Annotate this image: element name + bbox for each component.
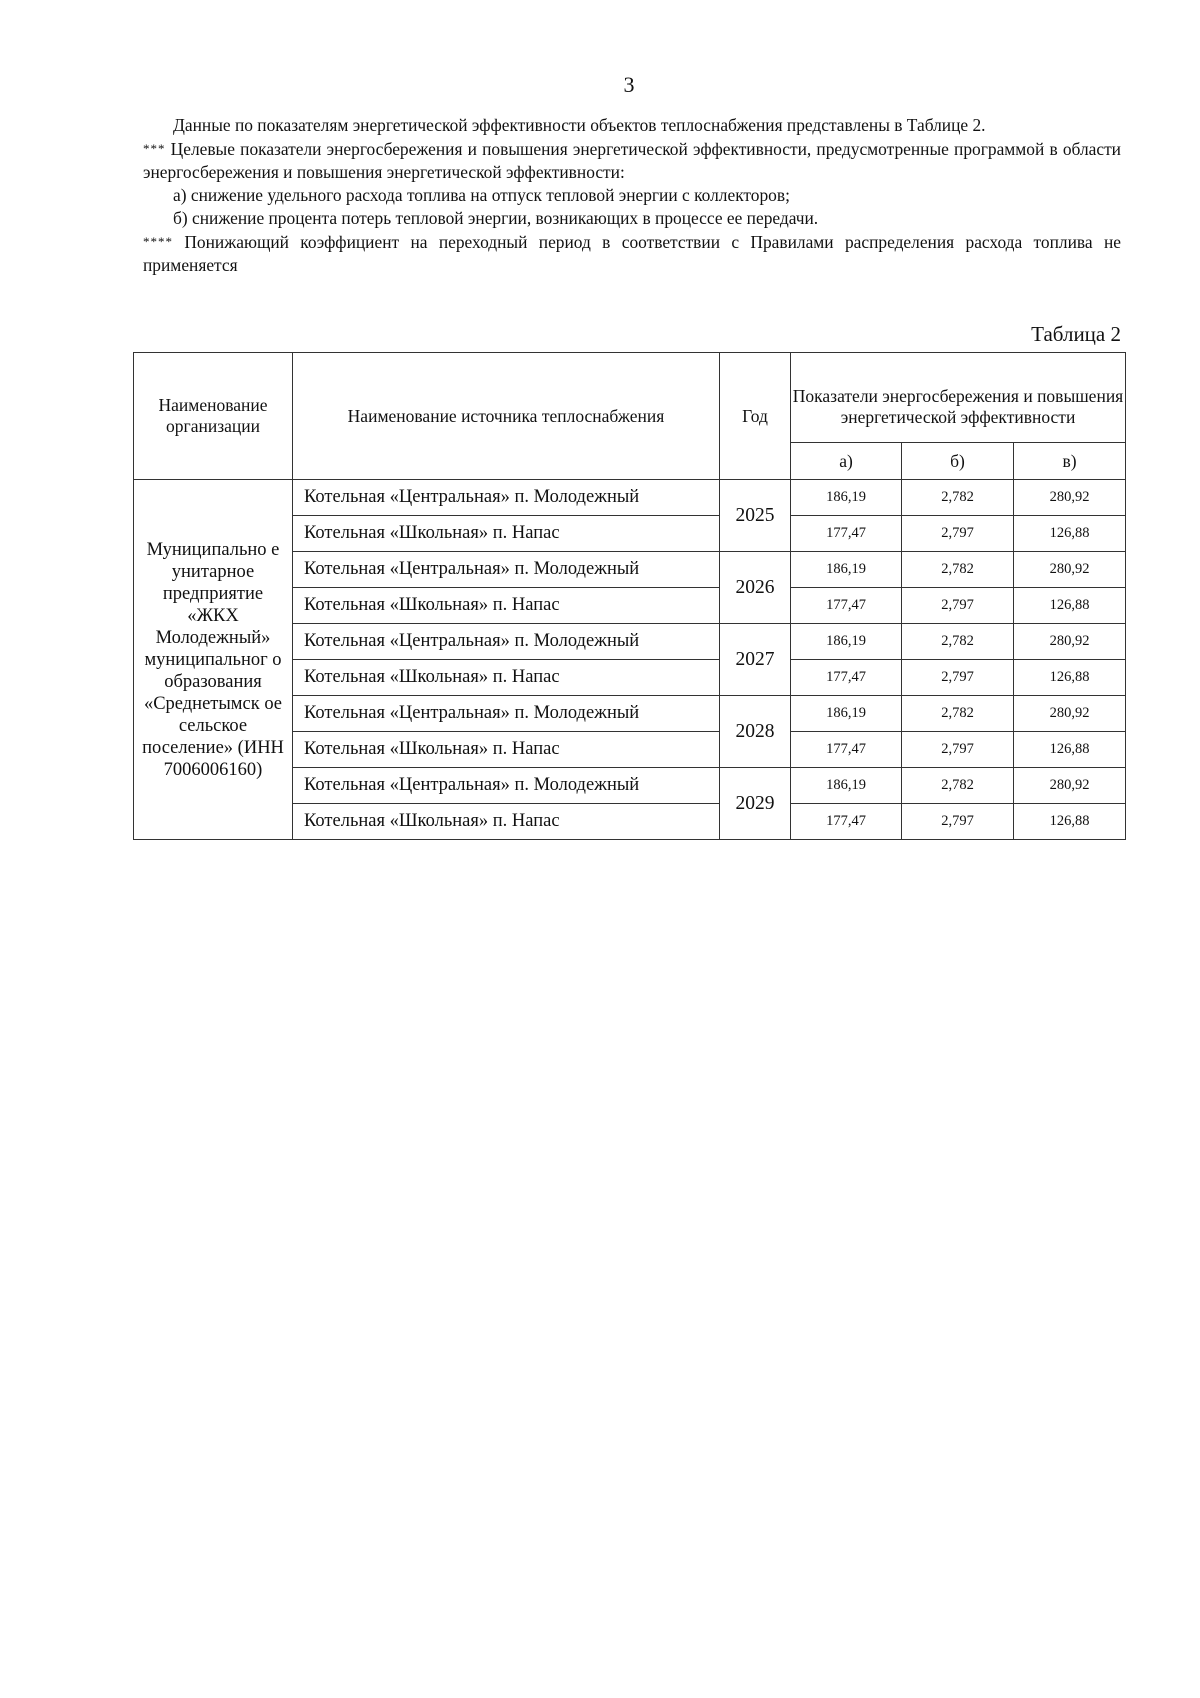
note-item-b: б) снижение процента потерь тепловой энергии, возникающих в процессе ее передачи.	[173, 208, 819, 228]
note-target-indicators	[143, 137, 1121, 184]
value-c: 280,92	[1014, 768, 1126, 804]
page-number: 3	[623, 72, 635, 97]
source-name: Котельная «Центральная» п. Молодежный	[293, 480, 720, 516]
header-org: Наименование организации	[134, 353, 293, 480]
value-b: 2,782	[902, 696, 1014, 732]
value-c: 126,88	[1014, 804, 1126, 840]
value-b: 2,782	[902, 552, 1014, 588]
value-b: 2,782	[902, 624, 1014, 660]
value-c: 280,92	[1014, 624, 1126, 660]
year-cell: 2028	[720, 696, 791, 768]
value-c: 280,92	[1014, 552, 1126, 588]
notes-block	[143, 114, 1121, 277]
year-cell: 2027	[720, 624, 791, 696]
header-indicators: Показатели энергосбережения и повышения энергетической эффективности	[791, 353, 1126, 443]
value-a: 177,47	[791, 804, 902, 840]
source-name: Котельная «Центральная» п. Молодежный	[293, 696, 720, 732]
year-cell: 2026	[720, 552, 791, 624]
note-table-reference: Данные по показателям энергетической эффективности объектов теплоснабжения представлены в Таблице 2.	[173, 115, 986, 135]
source-name: Котельная «Центральная» п. Молодежный	[293, 624, 720, 660]
value-c: 126,88	[1014, 588, 1126, 624]
efficiency-table	[133, 352, 1126, 840]
table-caption: Таблица 2	[1031, 322, 1121, 346]
source-name: Котельная «Школьная» п. Напас	[293, 516, 720, 552]
source-name: Котельная «Центральная» п. Молодежный	[293, 552, 720, 588]
value-b: 2,782	[902, 480, 1014, 516]
header-year: Год	[720, 353, 791, 480]
value-b: 2,797	[902, 732, 1014, 768]
source-name: Котельная «Школьная» п. Напас	[293, 804, 720, 840]
value-a: 177,47	[791, 732, 902, 768]
note-target-indicators-text: Целевые показатели энергосбережения и повышения энергетической эффективности, предусмотренные программой в области энергосбережения и повышения энергетической эффективности:	[143, 139, 1121, 182]
value-c: 126,88	[1014, 660, 1126, 696]
value-a: 177,47	[791, 588, 902, 624]
value-b: 2,797	[902, 516, 1014, 552]
header-col-b: б)	[902, 443, 1014, 480]
source-name: Котельная «Школьная» п. Напас	[293, 732, 720, 768]
value-a: 186,19	[791, 480, 902, 516]
year-cell: 2029	[720, 768, 791, 840]
header-source: Наименование источника теплоснабжения	[293, 353, 720, 480]
value-b: 2,797	[902, 588, 1014, 624]
value-b: 2,797	[902, 660, 1014, 696]
header-col-a: а)	[791, 443, 902, 480]
value-c: 280,92	[1014, 696, 1126, 732]
value-a: 186,19	[791, 624, 902, 660]
header-col-c: в)	[1014, 443, 1126, 480]
table-row	[134, 480, 1126, 516]
value-c: 126,88	[1014, 516, 1126, 552]
source-name: Котельная «Школьная» п. Напас	[293, 588, 720, 624]
value-a: 186,19	[791, 696, 902, 732]
source-name: Котельная «Школьная» п. Напас	[293, 660, 720, 696]
value-a: 186,19	[791, 552, 902, 588]
note-reduction-coefficient	[143, 230, 1121, 277]
note-item-a: а) снижение удельного расхода топлива на отпуск тепловой энергии с коллекторов;	[173, 185, 790, 205]
value-c: 126,88	[1014, 732, 1126, 768]
value-b: 2,782	[902, 768, 1014, 804]
value-a: 186,19	[791, 768, 902, 804]
value-a: 177,47	[791, 660, 902, 696]
value-c: 280,92	[1014, 480, 1126, 516]
org-name: Муниципально е унитарное предприятие «ЖКХ Молодежный» муниципальног о образования «Среднетымск ое сельское поселение» (ИНН 7006006160)	[134, 480, 293, 840]
value-b: 2,797	[902, 804, 1014, 840]
source-name: Котельная «Центральная» п. Молодежный	[293, 768, 720, 804]
year-cell: 2025	[720, 480, 791, 552]
footnote-marker: ***	[143, 141, 166, 156]
note-reduction-coefficient-text: Понижающий коэффициент на переходный период в соответствии с Правилами распределения расхода топлива не применяется	[143, 232, 1121, 275]
footnote-marker: ****	[143, 234, 173, 249]
value-a: 177,47	[791, 516, 902, 552]
